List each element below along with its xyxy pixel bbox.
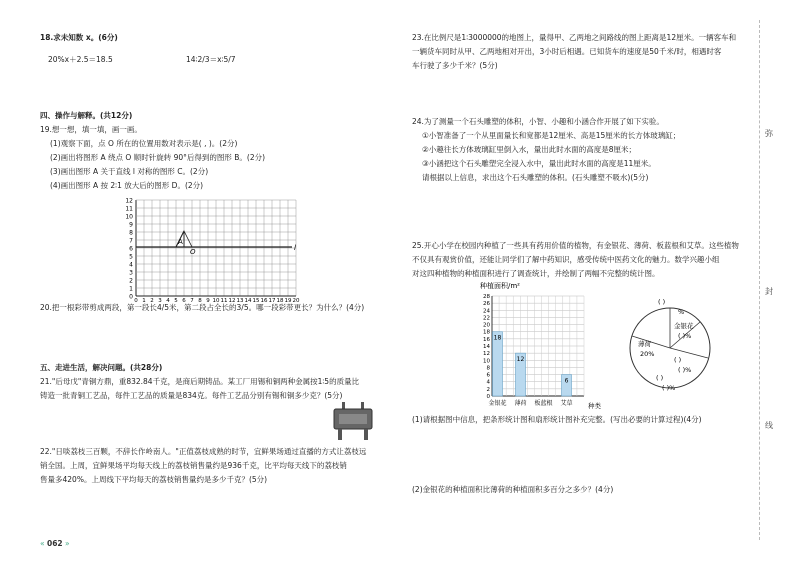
q21-line-1: 21."后母戊"青铜方鼎，重832.84千克，是商后期铸品。某工厂用锡和铜两种金属按1∶5的质量比 <box>40 377 360 386</box>
bar-y-tick-label: 26 <box>483 301 490 308</box>
q23-line-1: 23.在比例尺是1∶3000000的地图上，量得甲、乙两地之间路线的图上距离是12厘米。一辆客车和 <box>412 33 737 42</box>
grid-y-label: 12 <box>125 197 133 205</box>
side-mark-1: 弥 <box>765 129 773 138</box>
grid-y-label: 7 <box>129 237 133 245</box>
page-number-area <box>40 538 70 549</box>
q19-item-1: (1)观察下面，点 O 所在的位置用数对表示是( , )。(2分) <box>50 139 238 148</box>
bar-category-label: 薄荷 <box>514 400 527 407</box>
q18-equation-1: 20%x＋2.5＝18.5 <box>48 55 113 64</box>
q19-item-3: (3)画出图形 A 关于直线 l 对称的图形 C。(2分) <box>50 167 209 176</box>
q24-line-2: ①小智准备了一个从里面量长和宽都是12厘米、高是15厘米的长方体玻璃缸； <box>422 131 681 140</box>
grid-x-label: 20 <box>292 298 300 302</box>
q21-line-2: 铸造一批青铜工艺品，每件工艺品的质量是834克。每件工艺品分别有锡和铜多少克？(5分) <box>40 391 343 400</box>
grid-x-label: 12 <box>228 298 236 302</box>
grid-x-label: 2 <box>150 298 154 302</box>
grid-y-label: 1 <box>129 285 133 293</box>
section-5-heading: 五、走进生活，解决问题。(共28分) <box>40 363 163 372</box>
grid-x-label: 6 <box>182 298 186 302</box>
q20-fraction-2: 3/5 <box>236 303 249 312</box>
q20-fraction-1: 4/5 <box>156 303 170 312</box>
bar-value-label: 12 <box>516 356 525 364</box>
planting-area-bar-chart <box>474 280 610 412</box>
next-page-mark: » <box>65 539 70 548</box>
section-4-heading: 四、操作与解释。(共12分) <box>40 111 133 120</box>
bar-value-label: 18 <box>493 334 502 342</box>
bar-y-tick-label: 4 <box>486 379 490 386</box>
bar-value-label: 6 <box>564 377 569 385</box>
grid-x-label: 13 <box>236 298 244 302</box>
bar-y-tick-label: 0 <box>486 394 490 400</box>
grid-y-label: 0 <box>129 293 133 301</box>
grid-x-label: 11 <box>220 298 228 302</box>
q22-line-3: 售量多420%。上周线下平均每天的荔枝销售量约是多少千克？(5分) <box>40 475 268 484</box>
grid-x-label: 7 <box>190 298 194 302</box>
bar-y-tick-label: 10 <box>483 358 490 365</box>
q19-item-4: (4)画出图形 A 按 2∶1 放大后的图形 D。(2分) <box>50 181 204 190</box>
q25-line-3: 对这四种植物的种植面积进行了调查统计，并绘制了两幅不完整的统计图。 <box>412 269 660 278</box>
grid-y-label: 5 <box>129 253 133 261</box>
side-mark-3: 线 <box>765 421 773 430</box>
bar-y-tick-label: 16 <box>483 336 490 343</box>
grid-x-label: 9 <box>206 298 210 302</box>
q19-item-2: (2)画出将图形 A 绕点 O 顺时针旋转 90°后得到的图形 B。(2分) <box>50 153 266 162</box>
grid-x-label: 5 <box>174 298 178 302</box>
pie-slice-bohe-value: 20% <box>640 350 655 358</box>
bar-y-tick-label: 14 <box>483 344 490 350</box>
grid-x-label: 4 <box>166 298 170 302</box>
q22-line-1: 22."日啖荔枝三百颗，不辞长作岭南人。"正值荔枝成熟的时节，宜鲜果场通过直播的方式让荔枝远 <box>40 447 367 456</box>
grid-x-label: 0 <box>134 298 138 302</box>
pie-top-label: ( ) <box>658 298 666 306</box>
bronze-ding-image <box>330 402 376 442</box>
bar-chart-x-axis-title: 种类 <box>588 402 601 410</box>
pie-slice-4-value: ( )% <box>662 384 676 392</box>
q20-text-b: 米，第二段占全长的 <box>169 303 237 312</box>
pie-slice-bohe-label: 薄荷 <box>638 340 651 348</box>
q24-line-1: 24.为了测量一个石头雕塑的体积，小智、小趣和小涵合作开展了如下实验。 <box>412 117 664 126</box>
pie-top-value: % <box>678 308 685 316</box>
grid-x-label: 10 <box>212 298 220 302</box>
page-number: 062 <box>46 539 63 548</box>
bar-category-label: 艾草 <box>560 400 573 407</box>
bar-y-tick-label: 22 <box>483 315 490 322</box>
grid-x-label: 19 <box>284 298 292 302</box>
grid-y-label: 3 <box>129 269 133 277</box>
bar-y-tick-label: 20 <box>483 322 490 329</box>
pie-slice-jinyinhua-label: 金银花 <box>674 322 694 330</box>
bar-y-tick-label: 18 <box>483 329 490 336</box>
bar-category-label: 金银花 <box>488 400 507 407</box>
bar-y-tick-label: 2 <box>486 386 490 393</box>
q25-subquestion-2: (2)金银花的种植面积比薄荷的种植面积多百分之多少？(4分) <box>412 485 614 494</box>
grid-x-label: 14 <box>244 298 252 302</box>
grid-x-label: 1 <box>142 298 146 302</box>
q25-subquestion-1: (1)请根据图中信息，把条形统计图和扇形统计图补充完整。(写出必要的计算过程)(4分) <box>412 415 702 424</box>
q24-line-3: ②小趣往长方体玻璃缸里倒入水，量出此时水面的高度是8厘米； <box>422 145 636 154</box>
figure-a-label: A <box>178 238 183 246</box>
binding-dashed-line <box>759 20 760 540</box>
bar-chart-x-labels <box>488 399 572 407</box>
bar-y-tick-label: 24 <box>483 308 490 315</box>
pie-slice-jinyinhua-value: ( )% <box>678 332 692 340</box>
grid-y-label: 6 <box>129 245 133 253</box>
line-l-label: l <box>294 244 296 252</box>
grid-x-label: 18 <box>276 298 284 302</box>
grid-y-label: 4 <box>129 261 133 269</box>
grid-x-label: 15 <box>252 298 260 302</box>
pie-slice-4-label: ( ) <box>656 374 664 382</box>
q20-question <box>40 302 364 313</box>
q23-line-2: 一辆货车同时从甲、乙两地相对开出，3小时后相遇。已知货车的速度是50千米/时，相遇时客 <box>412 47 722 56</box>
q24-line-4: ③小涵把这个石头雕塑完全浸入水中，量出此时水面的高度是11厘米。 <box>422 159 656 168</box>
bar-y-tick-label: 28 <box>483 294 490 300</box>
bar-chart-y-axis-title: 种植面积/m² <box>480 282 520 290</box>
grid-y-label: 11 <box>125 205 133 213</box>
prev-page-mark: « <box>40 539 45 548</box>
grid-x-label: 17 <box>268 298 276 302</box>
grid-x-label: 3 <box>158 298 162 302</box>
bar-y-tick-label: 8 <box>486 365 490 372</box>
bar-chart-y-ticks <box>483 294 491 400</box>
bar-chart-bars <box>493 332 572 396</box>
q22-line-2: 销全国。上周，宜鲜果场平均每天线上的荔枝销售量约是936千克，比平均每天线下的荔枝销 <box>40 461 347 470</box>
grid-lines <box>136 200 296 296</box>
q20-text-a: 20.把一根彩带剪成两段，第一段长 <box>40 303 157 312</box>
q19-title: 19.想一想，填一填，画一画。 <box>40 125 142 134</box>
q20-text-c: 。哪一段彩带更长？为什么？(4分) <box>248 303 365 312</box>
grid-x-label: 16 <box>260 298 268 302</box>
grid-y-axis-labels <box>125 198 133 301</box>
q18-title: 18.求未知数 x。(6分) <box>40 33 118 42</box>
planting-area-pie-chart <box>618 296 724 396</box>
bar-category-label: 板蓝根 <box>534 400 553 407</box>
q19-coordinate-grid <box>120 192 300 302</box>
pie-slice-3-label: ( ) <box>674 356 682 364</box>
pie-slice-3-value: ( )% <box>678 366 692 374</box>
q25-line-1: 25.开心小学在校园内种植了一些具有药用价值的植物，有金银花、薄荷、板蓝根和艾草。这些植物 <box>412 241 739 250</box>
q23-line-3: 车行驶了多少千米？(5分) <box>412 61 498 70</box>
grid-y-label: 8 <box>129 229 133 237</box>
grid-y-label: 9 <box>129 221 133 229</box>
grid-y-label: 2 <box>129 277 133 285</box>
bar-y-tick-label: 6 <box>486 372 490 379</box>
q25-line-2: 不仅具有观赏价值，还能让同学们了解中药知识，感受传统中医药文化的魅力。数学兴趣小组 <box>412 255 720 264</box>
point-o-label: O <box>190 248 196 256</box>
bar-y-tick-label: 12 <box>483 351 490 358</box>
side-mark-2: 封 <box>765 287 773 296</box>
q24-line-5: 请根据以上信息，求出这个石头雕塑的体积。(石头雕塑不吸水)(5分) <box>422 173 649 182</box>
grid-x-label: 8 <box>198 298 202 302</box>
grid-y-label: 10 <box>125 213 133 221</box>
q18-equation-2: 14∶2/3＝x∶5/7 <box>186 55 236 64</box>
